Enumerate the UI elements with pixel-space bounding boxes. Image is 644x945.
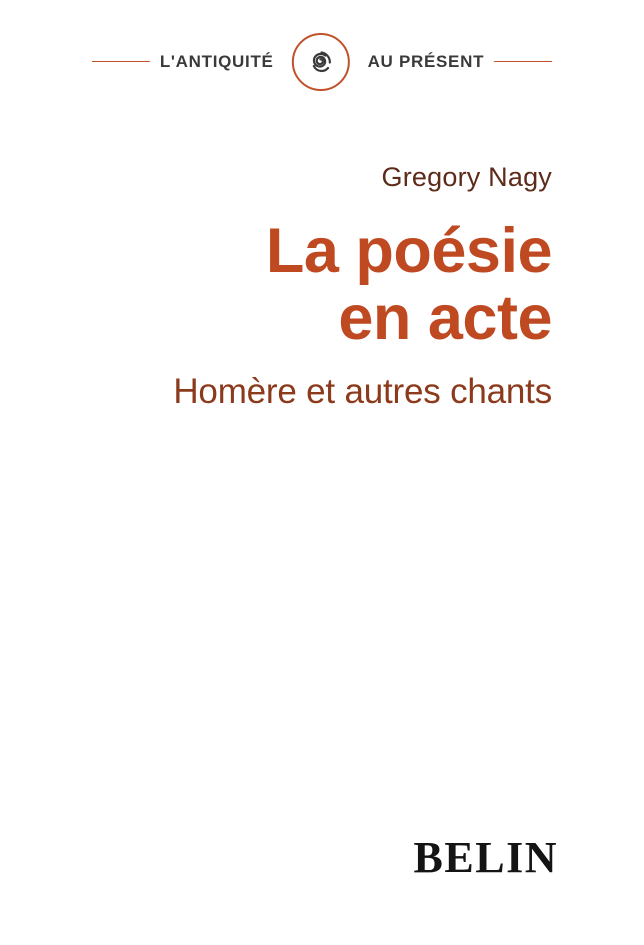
series-label-group	[150, 34, 494, 90]
book-subtitle: Homère et autres chants	[173, 371, 552, 411]
title-block	[60, 218, 552, 412]
series-name-left: L'ANTIQUITÉ	[156, 34, 278, 90]
spiral-medallion-icon	[292, 33, 350, 91]
series-name-right: AU PRÉSENT	[364, 34, 489, 90]
author-name: Gregory Nagy	[381, 162, 552, 192]
publisher-logo: BELIN	[413, 833, 558, 882]
book-title-line-1: La poésie	[265, 216, 552, 286]
series-band	[92, 34, 552, 90]
book-title-line-2: en acte	[338, 282, 552, 353]
